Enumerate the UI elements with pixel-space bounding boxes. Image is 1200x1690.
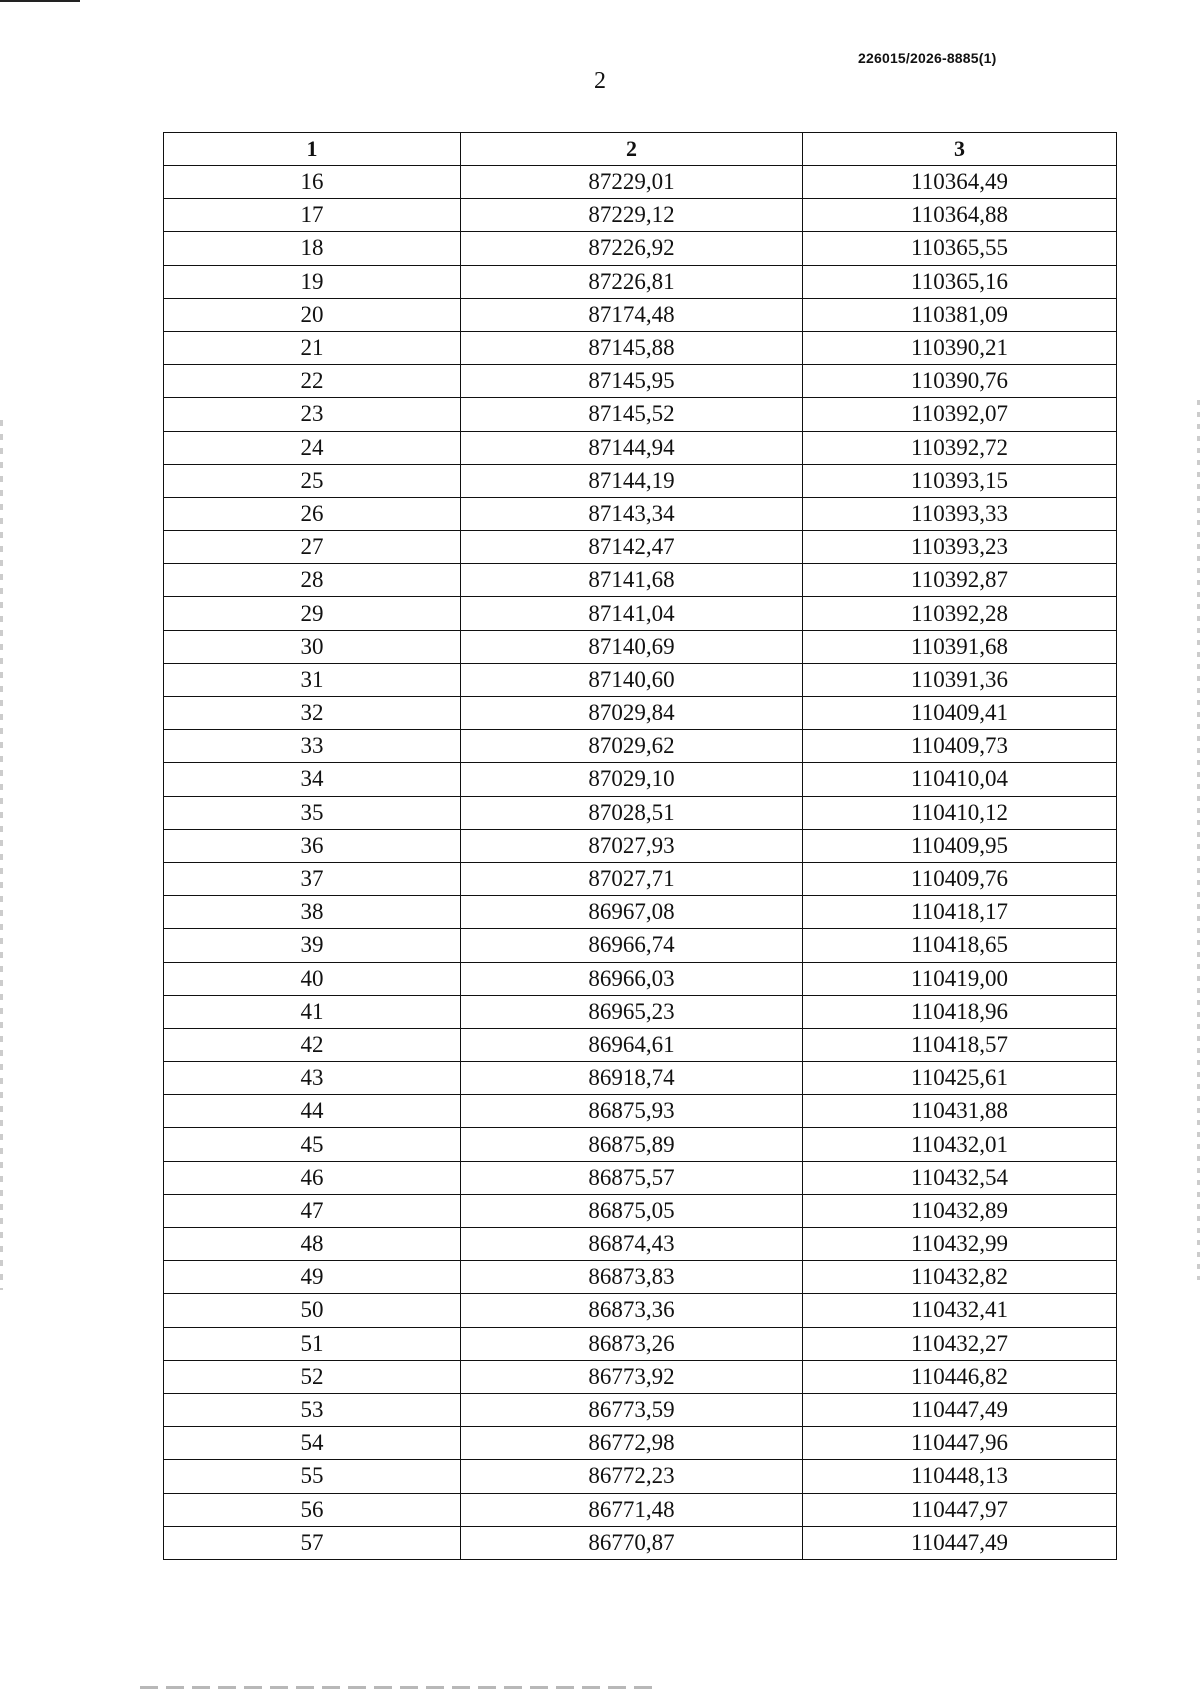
cell-coordinate-x: 87174,48 [461,298,803,331]
cell-coordinate-y: 110447,49 [803,1393,1117,1426]
cell-coordinate-x: 86967,08 [461,896,803,929]
table-row [164,1028,1117,1061]
cell-coordinate-y: 110409,95 [803,829,1117,862]
cell-coordinate-x: 87141,04 [461,597,803,630]
cell-point-number: 56 [164,1493,461,1526]
scan-left-edge [0,420,3,1290]
cell-coordinate-y: 110393,33 [803,497,1117,530]
table-row [164,796,1117,829]
document-id: 226015/2026-8885(1) [858,50,997,66]
cell-coordinate-y: 110409,41 [803,697,1117,730]
cell-coordinate-y: 110392,72 [803,431,1117,464]
cell-point-number: 25 [164,464,461,497]
table-row [164,995,1117,1028]
table-row [164,962,1117,995]
cell-point-number: 48 [164,1228,461,1261]
cell-point-number: 50 [164,1294,461,1327]
cell-point-number: 30 [164,630,461,663]
cell-coordinate-y: 110431,88 [803,1095,1117,1128]
cell-coordinate-x: 87229,12 [461,199,803,232]
table-body [164,166,1117,1560]
table-row [164,331,1117,364]
cell-coordinate-y: 110393,15 [803,464,1117,497]
table-row [164,1228,1117,1261]
cell-coordinate-y: 110418,17 [803,896,1117,929]
cell-point-number: 32 [164,697,461,730]
scan-bottom-edge [140,1686,660,1689]
table-row [164,497,1117,530]
cell-coordinate-y: 110381,09 [803,298,1117,331]
cell-coordinate-y: 110364,49 [803,166,1117,199]
cell-point-number: 23 [164,398,461,431]
table-row [164,1261,1117,1294]
table-row [164,896,1117,929]
cell-coordinate-y: 110392,28 [803,597,1117,630]
cell-coordinate-x: 87140,60 [461,663,803,696]
cell-point-number: 37 [164,862,461,895]
table-row [164,166,1117,199]
table-row [164,1460,1117,1493]
cell-coordinate-y: 110410,12 [803,796,1117,829]
cell-coordinate-x: 87027,93 [461,829,803,862]
table-row [164,232,1117,265]
column-header-1: 1 [164,133,461,166]
cell-coordinate-y: 110365,16 [803,265,1117,298]
cell-coordinate-y: 110418,57 [803,1028,1117,1061]
cell-point-number: 47 [164,1194,461,1227]
cell-point-number: 54 [164,1427,461,1460]
cell-coordinate-x: 86771,48 [461,1493,803,1526]
cell-coordinate-x: 86874,43 [461,1228,803,1261]
table-row [164,1327,1117,1360]
cell-coordinate-y: 110446,82 [803,1360,1117,1393]
cell-coordinate-x: 87226,81 [461,265,803,298]
cell-point-number: 46 [164,1161,461,1194]
table-row [164,1294,1117,1327]
cell-coordinate-y: 110432,99 [803,1228,1117,1261]
coordinates-table [163,132,1117,1560]
table-row [164,398,1117,431]
cell-coordinate-y: 110447,97 [803,1493,1117,1526]
cell-coordinate-x: 86873,36 [461,1294,803,1327]
table-row [164,1128,1117,1161]
cell-coordinate-y: 110432,01 [803,1128,1117,1161]
cell-point-number: 35 [164,796,461,829]
cell-point-number: 27 [164,531,461,564]
cell-point-number: 26 [164,497,461,530]
table-row [164,1427,1117,1460]
cell-point-number: 20 [164,298,461,331]
cell-coordinate-y: 110432,89 [803,1194,1117,1227]
table-row [164,1393,1117,1426]
table-row [164,763,1117,796]
cell-point-number: 55 [164,1460,461,1493]
table-row [164,265,1117,298]
cell-coordinate-y: 110392,87 [803,564,1117,597]
table-row [164,663,1117,696]
cell-coordinate-x: 86966,03 [461,962,803,995]
coordinates-table-container [163,132,1116,1560]
cell-point-number: 43 [164,1062,461,1095]
cell-coordinate-x: 86918,74 [461,1062,803,1095]
cell-coordinate-x: 86873,26 [461,1327,803,1360]
cell-coordinate-y: 110448,13 [803,1460,1117,1493]
cell-point-number: 22 [164,365,461,398]
cell-coordinate-x: 86773,59 [461,1393,803,1426]
cell-point-number: 40 [164,962,461,995]
cell-coordinate-y: 110409,76 [803,862,1117,895]
cell-coordinate-y: 110419,00 [803,962,1117,995]
cell-coordinate-x: 87140,69 [461,630,803,663]
cell-coordinate-y: 110391,68 [803,630,1117,663]
table-row [164,630,1117,663]
table-row [164,1095,1117,1128]
cell-coordinate-y: 110390,21 [803,331,1117,364]
table-row [164,862,1117,895]
table-row [164,199,1117,232]
cell-coordinate-x: 86772,23 [461,1460,803,1493]
cell-coordinate-x: 87144,94 [461,431,803,464]
cell-coordinate-y: 110432,41 [803,1294,1117,1327]
cell-coordinate-x: 86964,61 [461,1028,803,1061]
cell-coordinate-x: 86770,87 [461,1526,803,1559]
cell-point-number: 38 [164,896,461,929]
cell-coordinate-x: 87145,88 [461,331,803,364]
cell-point-number: 45 [164,1128,461,1161]
cell-point-number: 42 [164,1028,461,1061]
cell-coordinate-x: 86875,93 [461,1095,803,1128]
cell-coordinate-y: 110392,07 [803,398,1117,431]
cell-coordinate-y: 110447,96 [803,1427,1117,1460]
cell-coordinate-y: 110365,55 [803,232,1117,265]
cell-coordinate-x: 87141,68 [461,564,803,597]
cell-point-number: 17 [164,199,461,232]
cell-point-number: 49 [164,1261,461,1294]
cell-coordinate-x: 87029,10 [461,763,803,796]
cell-coordinate-y: 110418,65 [803,929,1117,962]
table-row [164,365,1117,398]
table-row [164,929,1117,962]
cell-coordinate-y: 110393,23 [803,531,1117,564]
cell-coordinate-x: 87029,62 [461,730,803,763]
cell-coordinate-x: 87143,34 [461,497,803,530]
cell-point-number: 51 [164,1327,461,1360]
table-header-row [164,133,1117,166]
cell-point-number: 52 [164,1360,461,1393]
cell-point-number: 29 [164,597,461,630]
cell-point-number: 39 [164,929,461,962]
table-row [164,597,1117,630]
cell-point-number: 28 [164,564,461,597]
table-row [164,1493,1117,1526]
scan-edge-mark [0,0,80,2]
cell-coordinate-x: 86965,23 [461,995,803,1028]
cell-coordinate-x: 87027,71 [461,862,803,895]
cell-point-number: 18 [164,232,461,265]
cell-point-number: 24 [164,431,461,464]
table-row [164,730,1117,763]
cell-coordinate-x: 86773,92 [461,1360,803,1393]
cell-coordinate-x: 87029,84 [461,697,803,730]
cell-coordinate-x: 86966,74 [461,929,803,962]
table-row [164,829,1117,862]
table-row [164,531,1117,564]
cell-coordinate-x: 86873,83 [461,1261,803,1294]
column-header-2: 2 [461,133,803,166]
table-row [164,697,1117,730]
table-row [164,1161,1117,1194]
cell-point-number: 19 [164,265,461,298]
cell-coordinate-y: 110447,49 [803,1526,1117,1559]
table-row [164,1360,1117,1393]
cell-point-number: 31 [164,663,461,696]
table-row [164,464,1117,497]
cell-point-number: 41 [164,995,461,1028]
cell-coordinate-x: 86875,89 [461,1128,803,1161]
page-number: 2 [594,68,606,94]
cell-point-number: 33 [164,730,461,763]
cell-point-number: 36 [164,829,461,862]
cell-coordinate-y: 110432,27 [803,1327,1117,1360]
cell-coordinate-y: 110391,36 [803,663,1117,696]
cell-coordinate-x: 86772,98 [461,1427,803,1460]
cell-coordinate-y: 110410,04 [803,763,1117,796]
cell-point-number: 21 [164,331,461,364]
cell-coordinate-y: 110409,73 [803,730,1117,763]
table-row [164,431,1117,464]
cell-coordinate-y: 110390,76 [803,365,1117,398]
cell-point-number: 34 [164,763,461,796]
cell-coordinate-x: 87145,52 [461,398,803,431]
cell-coordinate-y: 110432,82 [803,1261,1117,1294]
cell-coordinate-x: 86875,57 [461,1161,803,1194]
cell-coordinate-y: 110425,61 [803,1062,1117,1095]
cell-point-number: 16 [164,166,461,199]
cell-point-number: 53 [164,1393,461,1426]
table-row [164,298,1117,331]
cell-coordinate-x: 87142,47 [461,531,803,564]
table-row [164,1526,1117,1559]
table-row [164,564,1117,597]
cell-coordinate-y: 110418,96 [803,995,1117,1028]
table-row [164,1194,1117,1227]
cell-point-number: 57 [164,1526,461,1559]
cell-coordinate-x: 87229,01 [461,166,803,199]
cell-coordinate-y: 110432,54 [803,1161,1117,1194]
cell-coordinate-x: 87226,92 [461,232,803,265]
cell-coordinate-x: 86875,05 [461,1194,803,1227]
cell-coordinate-x: 87144,19 [461,464,803,497]
cell-coordinate-y: 110364,88 [803,199,1117,232]
cell-coordinate-x: 87145,95 [461,365,803,398]
table-row [164,1062,1117,1095]
cell-point-number: 44 [164,1095,461,1128]
column-header-3: 3 [803,133,1117,166]
cell-coordinate-x: 87028,51 [461,796,803,829]
